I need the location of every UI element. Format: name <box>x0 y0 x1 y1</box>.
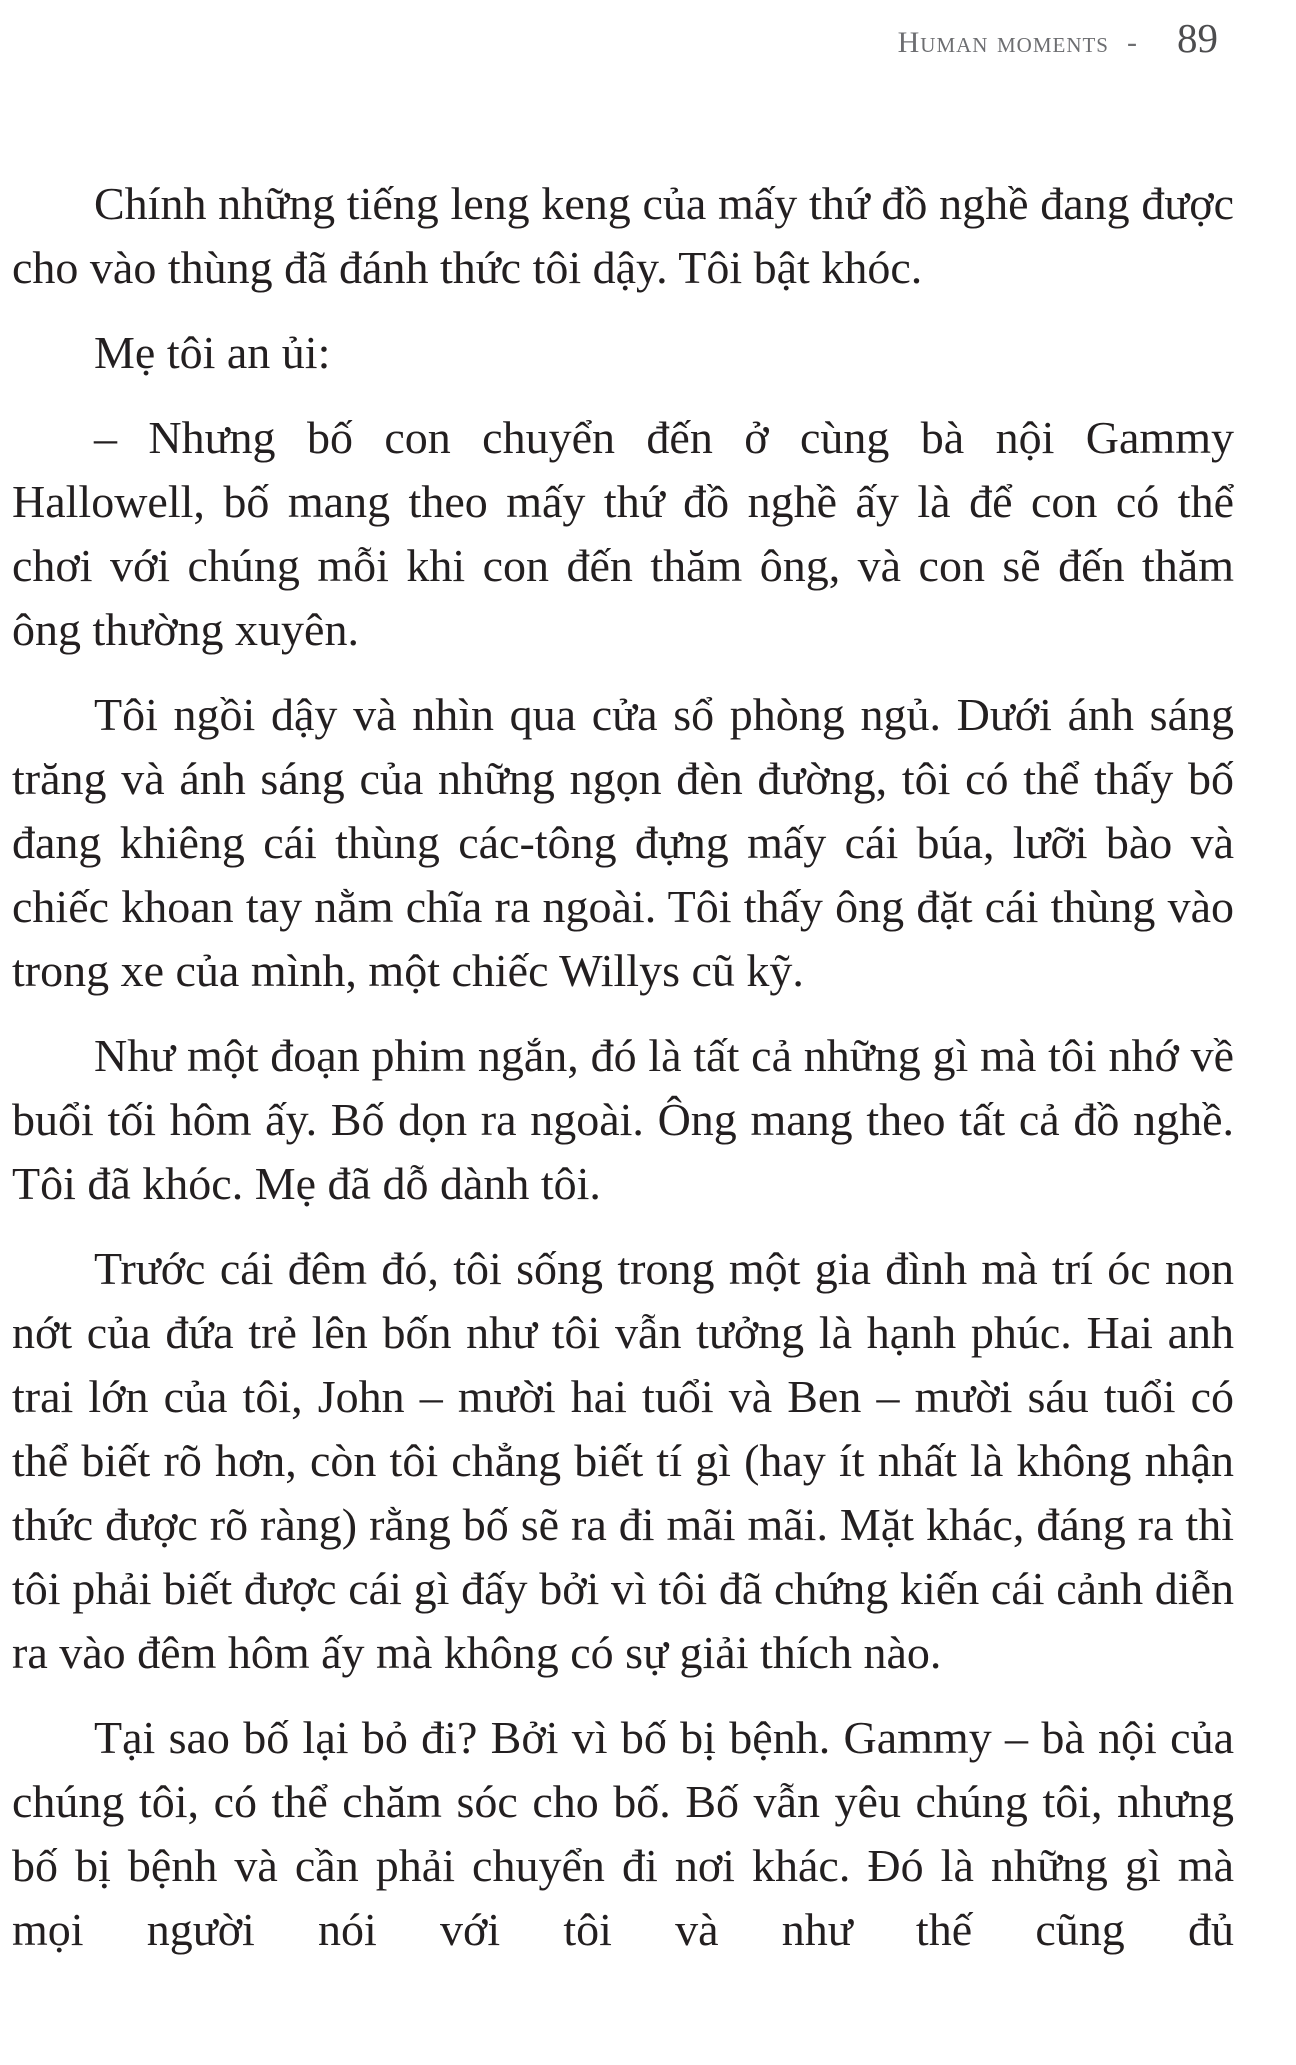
paragraph-4: Tôi ngồi dậy và nhìn qua cửa sổ phòng ngủ. Dưới ánh sáng trăng và ánh sáng của những ngọn đèn đường, tôi có thể thấy bố đang khiêng cái thùng các-tông đựng mấy cái búa, lưỡi bào và chiếc khoan tay nằm chĩa ra ngoài. Tôi thấy ông đặt cái thùng vào trong xe của mình, một chiếc Willys cũ kỹ. <box>12 689 1234 996</box>
paragraph-7: Tại sao bố lại bỏ đi? Bởi vì bố bị bệnh. Gammy – bà nội của chúng tôi, có thể chăm sóc cho bố. Bố vẫn yêu chúng tôi, nhưng bố bị bệnh và cần phải chuyển đi nơi khác. Đó là những gì mà mọi người nói với tôi và như thế cũng đủ <box>12 1712 1234 1955</box>
running-title: Human moments <box>897 26 1109 59</box>
running-separator: - <box>1127 26 1137 59</box>
paragraph-5: Như một đoạn phim ngắn, đó là tất cả những gì mà tôi nhớ về buổi tối hôm ấy. Bố dọn ra ngoài. Ông mang theo tất cả đồ nghề. Tôi đã khóc. Mẹ đã dỗ dành tôi. <box>12 1030 1234 1209</box>
running-header <box>898 14 1218 74</box>
paragraph-1: Chính những tiếng leng keng của mấy thứ đồ nghề đang được cho vào thùng đã đánh thức tôi dậy. Tôi bật khóc. <box>12 178 1234 293</box>
page-body <box>12 172 1234 1983</box>
paragraph-2: Mẹ tôi an ủi: <box>94 327 331 378</box>
paragraph-3: – Nhưng bố con chuyển đến ở cùng bà nội Gammy Hallowell, bố mang theo mấy thứ đồ nghề ấy là để con có thể chơi với chúng mỗi khi con đến thăm ông, và con sẽ đến thăm ông thường xuyên. <box>12 412 1234 655</box>
page-number: 89 <box>1177 15 1218 61</box>
paragraph-6: Trước cái đêm đó, tôi sống trong một gia đình mà trí óc non nớt của đứa trẻ lên bốn như tôi vẫn tưởng là hạnh phúc. Hai anh trai lớn của tôi, John – mười hai tuổi và Ben – mười sáu tuổi có thể biết rõ hơn, còn tôi chẳng biết tí gì (hay ít nhất là không nhận thức được rõ ràng) rằng bố sẽ ra đi mãi mãi. Mặt khác, đáng ra thì tôi phải biết được cái gì đấy bởi vì tôi đã chứng kiến cái cảnh diễn ra vào đêm hôm ấy mà không có sự giải thích nào. <box>12 1243 1234 1678</box>
